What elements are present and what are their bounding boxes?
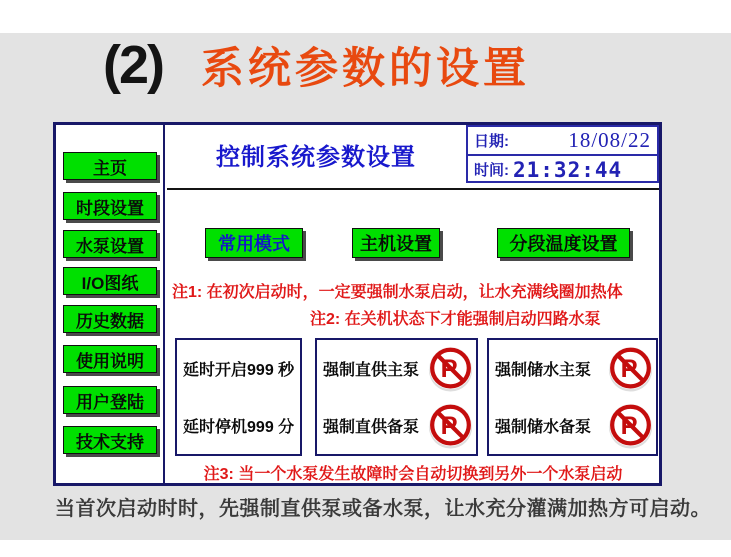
header-divider: [167, 188, 659, 190]
time-label: 时间:: [474, 162, 509, 179]
time-value: 21:32:44: [513, 157, 623, 182]
delay-stop-unit: 分: [278, 419, 295, 436]
sidebar-item-instructions[interactable]: 使用说明: [63, 345, 157, 373]
sidebar-item-user-login[interactable]: 用户登陆: [63, 386, 157, 414]
sidebar-item-io-drawings[interactable]: I/O图纸: [63, 267, 157, 295]
delay-start-value[interactable]: 999: [247, 362, 274, 379]
hmi-panel: [53, 122, 662, 486]
storage-pump-box: [487, 338, 658, 456]
date-row: [468, 127, 657, 154]
sidebar-item-pump-settings[interactable]: 水泵设置: [63, 230, 157, 258]
force-storage-main-pump-row: [489, 345, 656, 392]
page-title-number: (2): [103, 35, 163, 95]
delay-start-label: 延时开启: [183, 362, 248, 379]
force-direct-backup-pump-label: 强制直供备泵: [323, 419, 420, 436]
delay-settings-box: [175, 338, 302, 456]
no-parking-icon[interactable]: [607, 402, 654, 449]
force-direct-main-pump-label: 强制直供主泵: [323, 362, 420, 379]
datetime-box: [466, 125, 659, 183]
sidebar: [56, 125, 165, 483]
force-storage-backup-pump-row: [489, 402, 656, 449]
force-direct-backup-pump-row: [317, 402, 476, 449]
delay-start-field[interactable]: [183, 357, 300, 380]
note-2: 注2: 在关机状态下才能强制启动四路水泵: [310, 311, 601, 328]
direct-supply-pump-box: [315, 338, 478, 456]
bottom-caption: 当首次启动时时，先强制直供泵或备水泵，让水充分灌满加热方可启动。: [55, 498, 711, 520]
common-mode-button[interactable]: 常用模式: [205, 228, 303, 258]
delay-start-unit: 秒: [278, 362, 295, 379]
note-3: 注3: 当一个水泵发生故障时会自动切换到另外一个水泵启动: [203, 466, 623, 483]
sidebar-item-home[interactable]: 主页: [63, 152, 157, 180]
delay-stop-label: 延时停机: [183, 419, 248, 436]
panel-title: 控制系统参数设置: [216, 144, 416, 171]
time-row: [468, 156, 657, 183]
no-parking-icon[interactable]: [607, 345, 654, 392]
sidebar-item-period-settings[interactable]: 时段设置: [63, 192, 157, 220]
date-value: 18/08/22: [568, 128, 651, 152]
main-area: [167, 125, 659, 483]
no-parking-icon[interactable]: [427, 402, 474, 449]
force-storage-main-pump-label: 强制储水主泵: [495, 362, 592, 379]
date-label: 日期:: [474, 133, 509, 150]
sidebar-item-history-data[interactable]: 历史数据: [63, 305, 157, 333]
host-settings-button[interactable]: 主机设置: [352, 228, 440, 258]
page-title-text: 系统参数的设置: [201, 45, 530, 93]
no-parking-icon[interactable]: [427, 345, 474, 392]
page-title: [103, 34, 530, 96]
delay-stop-field[interactable]: [183, 414, 300, 437]
delay-stop-value[interactable]: 999: [247, 419, 274, 436]
force-storage-backup-pump-label: 强制储水备泵: [495, 419, 592, 436]
segment-temperature-settings-button[interactable]: 分段温度设置: [497, 228, 630, 258]
note-1: 注1: 在初次启动时，一定要强制水泵启动，让水充满线圈加热体: [172, 284, 623, 301]
sidebar-item-tech-support[interactable]: 技术支持: [63, 426, 157, 454]
force-direct-main-pump-row: [317, 345, 476, 392]
